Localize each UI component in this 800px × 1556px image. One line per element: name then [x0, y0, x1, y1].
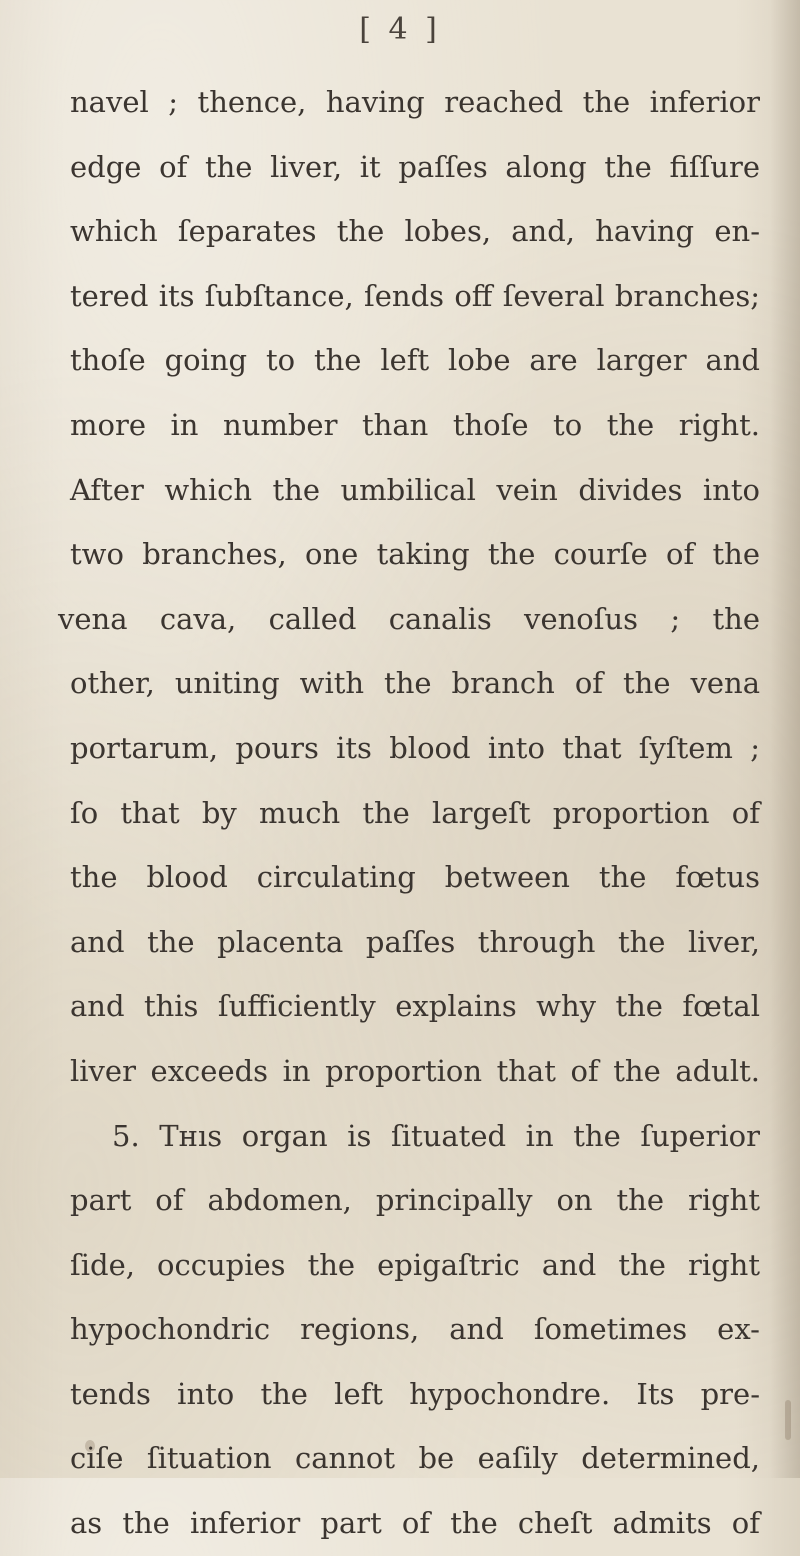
- text-line: thoſe going to the left lobe are larger and: [70, 343, 760, 378]
- text-line: ciſe ſituation cannot be eaſily determined,: [70, 1441, 760, 1476]
- text-line: hypochondric regions, and ſometimes ex-: [70, 1312, 760, 1347]
- text-line: which ſeparates the lobes, and, having en-: [70, 214, 760, 249]
- text-line: two branches, one taking the courſe of the: [70, 537, 760, 572]
- ink-spot: [785, 1400, 791, 1440]
- text-line: navel ; thence, having reached the inferior: [70, 85, 760, 119]
- text-line: edge of the liver, it paſſes along the fiſſure: [70, 149, 760, 184]
- text-line: vena cava, called canalis venoſus ; the: [58, 601, 760, 636]
- text-line: more in number than thoſe to the right.: [70, 407, 760, 442]
- text-line: portarum, pours its blood into that ſyſtem ;: [70, 730, 760, 765]
- text-line: After which the umbilical vein divides into: [70, 472, 760, 507]
- section-start-line: 5. Tнıs organ is ſituated in the ſuperior: [112, 1118, 760, 1153]
- page-number: [ 4 ]: [359, 12, 441, 47]
- text-line: and this ſufficiently explains why the fœtal: [70, 989, 760, 1024]
- body-text: [58, 70, 760, 1556]
- text-line: tends into the left hypochondre. Its pre-: [70, 1376, 760, 1411]
- text-line: ſide, occupies the epigaſtric and the right: [70, 1247, 760, 1282]
- text-line: liver exceeds in proportion that of the adult.: [70, 1053, 760, 1088]
- text-line: as the inferior part of the cheſt admits of: [70, 1506, 760, 1541]
- text-line: ſo that by much the largeſt proportion of: [70, 795, 760, 830]
- text-line: other, uniting with the branch of the vena: [70, 666, 760, 701]
- text-line: tered its ſubſtance, ſends off ſeveral branches;: [70, 278, 760, 313]
- text-line: and the placenta paſſes through the liver,: [70, 924, 760, 959]
- text-line: the blood circulating between the fœtus: [70, 860, 760, 895]
- text-line: part of abdomen, principally on the right: [70, 1183, 760, 1218]
- page-edge-shadow: [770, 0, 800, 1478]
